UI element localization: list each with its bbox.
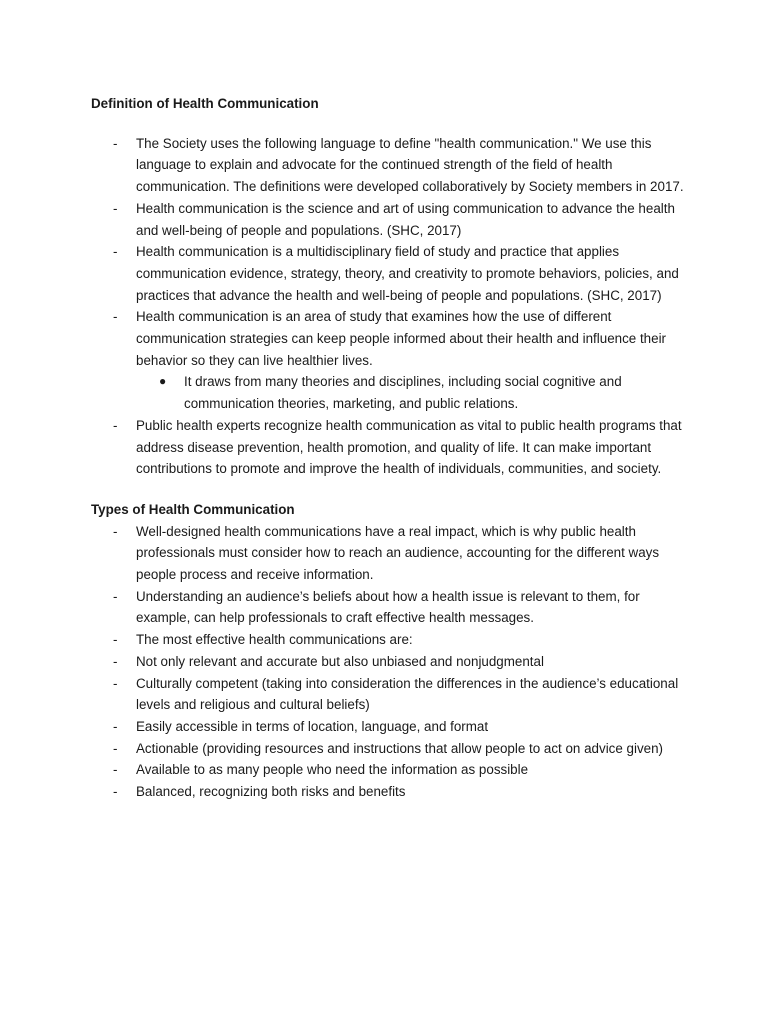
list-item bbox=[91, 415, 691, 480]
section-heading-definition: Definition of Health Communication bbox=[91, 96, 319, 111]
section-heading-types: Types of Health Communication bbox=[91, 501, 295, 517]
list-item bbox=[91, 759, 691, 781]
dash-marker: - bbox=[113, 523, 118, 539]
definition-list bbox=[91, 133, 691, 480]
list-item bbox=[91, 306, 691, 415]
list-item-text: Health communication is a multidisciplinary field of study and practice that applies communication evidence, strategy, theory, and creativity to promote behaviors, policies, and practices that advance the health and well-being of people and populations. (SHC, 2017) bbox=[136, 244, 679, 303]
dash-marker: - bbox=[113, 632, 118, 648]
list-item bbox=[91, 586, 691, 629]
list-item-text: Health communication is an area of study that examines how the use of different communication strategies can keep people informed about their health and influence their behavior so they can live healthier lives. bbox=[136, 309, 667, 368]
bullet-marker: ● bbox=[159, 374, 167, 389]
list-item bbox=[91, 629, 691, 651]
dash-marker: - bbox=[113, 718, 118, 734]
document-body bbox=[91, 93, 691, 803]
dash-marker: - bbox=[113, 309, 118, 325]
list-item-text: Culturally competent (taking into consideration the differences in the audience’s educational levels and religious and cultural beliefs) bbox=[136, 675, 679, 713]
nested-list-item bbox=[136, 371, 691, 414]
dash-marker: - bbox=[113, 740, 118, 756]
dash-marker: - bbox=[113, 675, 118, 691]
dash-marker: - bbox=[113, 417, 118, 433]
list-item-text: Easily accessible in terms of location, language, and format bbox=[136, 718, 489, 734]
dash-marker: - bbox=[113, 762, 118, 778]
list-item bbox=[91, 651, 691, 673]
dash-marker: - bbox=[113, 135, 118, 151]
list-item-text: The Society uses the following language to define "health communication." We use this language to explain and advocate for the continued strength of the field of health communication. The definitions were developed collaboratively by Society members in 2017. bbox=[136, 135, 684, 195]
list-item-text: Public health experts recognize health communication as vital to public health programs that address disease prevention, health promotion, and quality of life. It can make important contributions to promote and improve the health of individuals, communities, and society. bbox=[136, 417, 682, 477]
list-item bbox=[91, 198, 691, 241]
nested-list-item-text: It draws from many theories and disciplines, including social cognitive and communication theories, marketing, and public relations. bbox=[184, 374, 622, 412]
list-item-text: Health communication is the science and art of using communication to advance the health and well-being of people and populations. (SHC, 2017) bbox=[136, 200, 675, 238]
list-item-text: Understanding an audience’s beliefs about how a health issue is relevant to them, for example, can help professionals to craft effective health messages. bbox=[136, 588, 640, 626]
dash-marker: - bbox=[113, 200, 118, 216]
dash-marker: - bbox=[113, 784, 118, 800]
list-item bbox=[91, 738, 691, 760]
list-item-text: The most effective health communications are: bbox=[136, 632, 413, 648]
list-item-text: Available to as many people who need the information as possible bbox=[136, 762, 529, 778]
list-item bbox=[91, 133, 691, 198]
dash-marker: - bbox=[113, 653, 118, 669]
list-item-text: Actionable (providing resources and instructions that allow people to act on advice given) bbox=[136, 740, 664, 756]
list-item bbox=[91, 241, 691, 306]
list-item bbox=[91, 673, 691, 716]
types-list bbox=[91, 521, 691, 803]
list-item-text: Well-designed health communications have a real impact, which is why public health professionals must consider how to reach an audience, accounting for the different ways people process and receive information. bbox=[136, 523, 660, 583]
dash-marker: - bbox=[113, 588, 118, 604]
list-item bbox=[91, 716, 691, 738]
list-item bbox=[91, 521, 691, 586]
list-item-text: Not only relevant and accurate but also unbiased and nonjudgmental bbox=[136, 653, 544, 669]
list-item bbox=[91, 781, 691, 803]
list-item-text: Balanced, recognizing both risks and benefits bbox=[136, 784, 406, 800]
nested-bullet-list bbox=[136, 371, 691, 414]
dash-marker: - bbox=[113, 244, 118, 260]
